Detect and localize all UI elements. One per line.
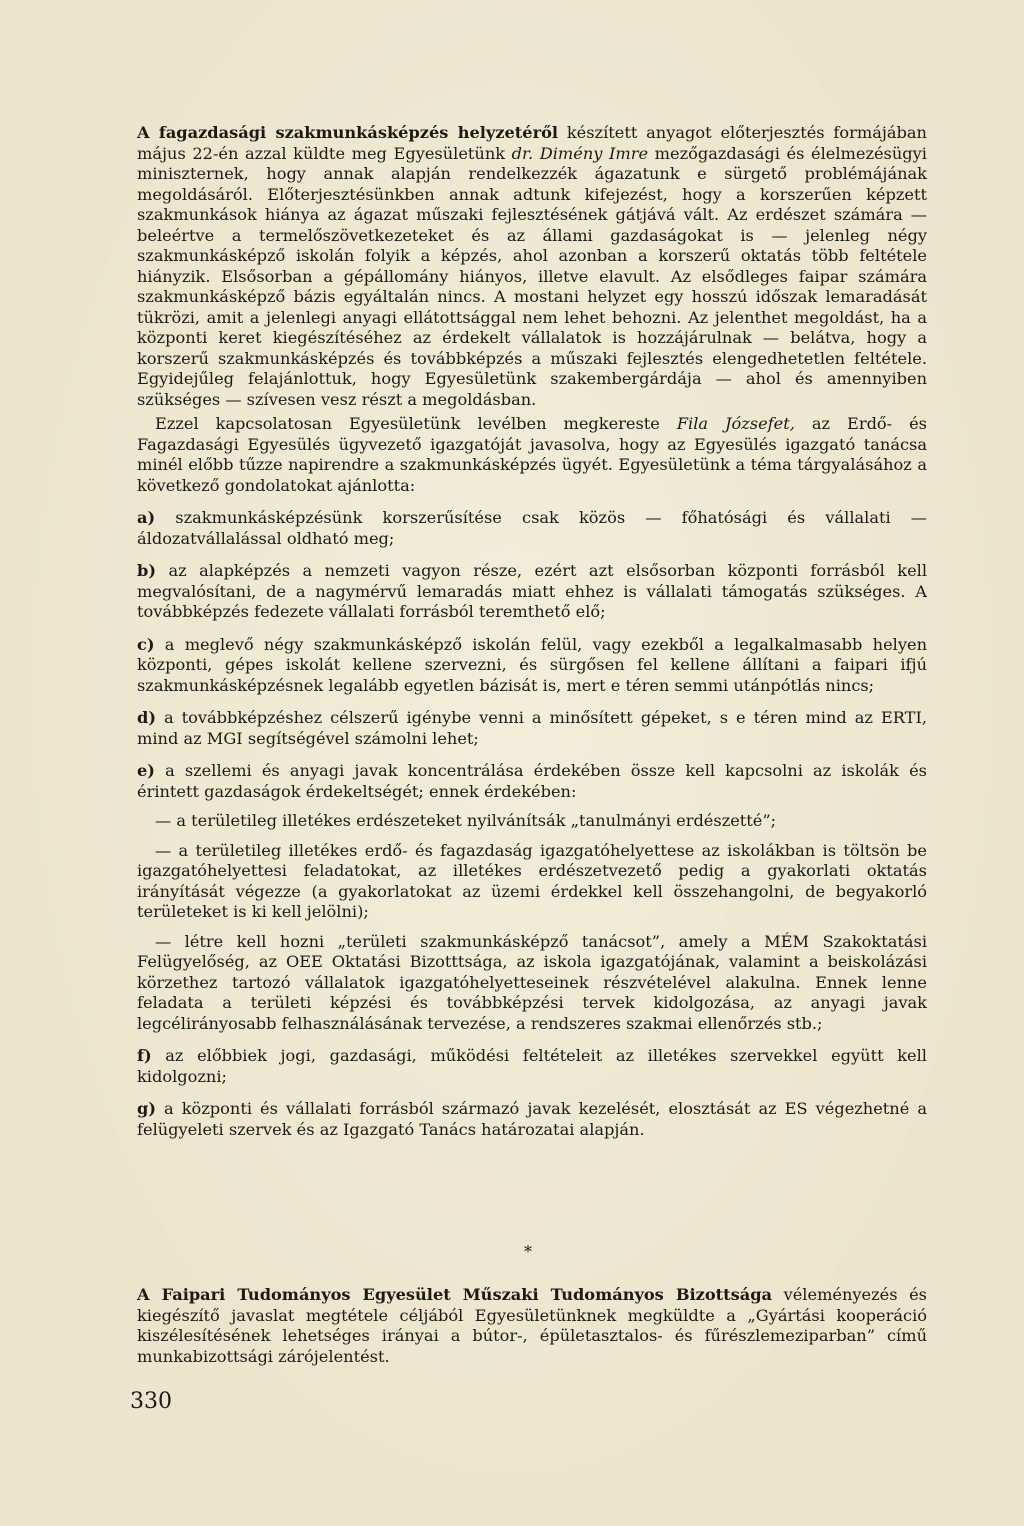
list-item-text: szakmunkásképzésünk korszerűsítése csak közös — főhatósági és vállalati — áldozatvállalással oldható meg; (137, 508, 927, 548)
list-item-a (137, 508, 927, 549)
list-marker: d) (137, 708, 156, 727)
closing-text (137, 1285, 927, 1367)
paragraph-text: készített anyagot előterjesztés formájában május 22-én azzal küldte meg Egyesületünk (137, 123, 927, 163)
list-marker: g) (137, 1099, 156, 1118)
list-item-text: a központi és vállalati forrásból származó javak kezelését, elosztását az ES végezhetné a felügyeleti szervek és az Igazgató Tanács határozatai alapján. (137, 1099, 927, 1139)
page-number: 330 (130, 1389, 172, 1414)
list-item-text: a továbbképzéshez célszerű igénybe venni a minősített gépeket, s e téren mind az ERTI, mind az MGI segítségével számolni lehet; (137, 708, 927, 748)
list-item-c (137, 635, 927, 697)
list-item-f (137, 1046, 927, 1087)
list-marker: c) (137, 634, 155, 654)
main-text (137, 123, 927, 1140)
bold-heading: A fagazdasági szakmunkásképzés helyzetéről (137, 123, 559, 142)
list-item-g (137, 1099, 927, 1140)
paragraph-2 (137, 414, 927, 496)
list-item-text: az előbbiek jogi, gazdasági, működési feltételeit az illetékes szervekkel együtt kell kidolgozni; (137, 1046, 927, 1086)
list-item-text: az alapképzés a nemzeti vagyon része, ezért azt elsősorban központi forrásból kell megvalósítani, de a nagymérvű lemaradás miatt ehhez is vállalati támogatás szükséges. A továbbképzés fedezete vállalati forrásból teremthető elő; (137, 561, 927, 621)
section-separator: * (524, 1242, 532, 1261)
paragraph-3 (137, 1285, 927, 1367)
paragraph-text: az Erdő- és Fagazdasági Egyesülés ügyvezető igazgatóját javasolva, hogy az Egyesülés igazgató tanácsa minél előbb tűzze napirendre a szakmunkásképzés ügyét. Egyesületünk a téma tárgyalásához a következő gondolatokat ajánlotta: (137, 414, 927, 495)
paragraph-text: Ezzel kapcsolatosan Egyesületünk levélben megkereste (155, 414, 677, 433)
italic-name: dr. Dimény Imre (511, 143, 649, 163)
sublist-item-1: — a területileg illetékes erdészeteket nyilvánítsák „tanulmányi erdészetté”; (155, 811, 777, 830)
italic-name: Fila Józsefet, (676, 414, 795, 433)
list-item-b (137, 561, 927, 623)
paragraph-text: mezőgazdasági és élelmezésügyi miniszternek, hogy annak alapján rendelkezzék ágazatunk e sürgető problémájának megoldásáról. Előterjesztésünkben annak adtunk kifejezést, hogy a korszerűen képzett szakmunkások hiánya az ágazat műszaki fejlesztésének gátjává vált. Az erdészet számára — beleértve a termelőszövetkezeteket és az állami gazdaságokat is — jelenleg négy szakmunkásképző iskolán folyik a képzés, ahol azonban a korszerű oktatás több feltétele hiányzik. Elsősorban a gépállomány hiányos, illetve elavult. Az elsődleges faipar számára szakmunkásképző bázis egyáltalán nincs. A mostani helyzet egy hosszú időszak lemaradását tükrözi, amit a jelenlegi anyagi ellátottsággal nem lehet behozni. Az jelenthet megoldást, ha a központi keret kiegészítéséhez az érdekelt vállalatok is hozzájárulnak — belátva, hogy a korszerű szakmunkásképzés és továbbképzés a műszaki fejlesztés elengedhetetlen feltétele. Egyidejűleg felajánlottuk, hogy Egyesületünk szakembergárdája — ahol és amennyiben szükséges — szívesen vesz részt a megoldásban. (137, 143, 927, 409)
list-item-d (137, 708, 927, 749)
list-marker: e) (137, 761, 155, 780)
paragraph-1 (137, 123, 927, 410)
bold-heading: A Faipari Tudományos Egyesület Műszaki Tudományos Bizottsága (137, 1285, 773, 1304)
list-item-text: a szellemi és anyagi javak koncentrálása érdekében össze kell kapcsolni az iskolák és érintett gazdaságok érdekeltségét; ennek érdekében: (137, 761, 927, 801)
paragraph-text: véleményezés és kiegészítő javaslat megtétele céljából Egyesületünknek megküldte a „Gyártási kooperáció kiszélesítésének lehetséges irányai a bútor-, épületasztalos- és fűrészlemeziparban” című munkabizottsági zárójelentést. (137, 1285, 927, 1366)
list-marker: a) (137, 508, 156, 527)
list-marker: b) (137, 561, 156, 580)
sublist-item-2: — a területileg illetékes erdő- és fagazdaság igazgatóhelyettese az iskolákban is töltsön be igazgatóhelyettesi feladatokat, az illetékes erdészetvezető pedig a gyakorlati oktatás irányítását végezze (a gyakorlatokat az üzemi érdekkel kell összehangolni, de begyakorló területeket is ki kell jelölni); (137, 840, 927, 921)
list-item-text: a meglevő négy szakmunkásképző iskolán felül, vagy ezekből a legalkalmasabb helyen központi, gépes iskolát kellene szervezni, és sürgősen fel kellene állítani a faipari ifjú szakmunkásképzésnek legalább egyetlen bázisát is, mert e téren semmi utánpótlás nincs; (137, 634, 927, 695)
list-marker: f) (137, 1046, 152, 1065)
sublist-item-3: — létre kell hozni „területi szakmunkásképző tanácsot”, amely a MÉM Szakoktatási Felügyelőség, az OEE Oktatási Bizotttsága, az iskola igazgatójának, valamint a beiskolázási körzethez tartozó vállalatok igazgatóhelyetteseinek részvételével alakulna. Ennek lenne feladata a területi képzési és továbbképzési tervek kidolgozása, az anyagi javak legcélirányosabb felhasználásának tervezése, a rendszeres szakmai ellenőrzés stb.; (137, 931, 927, 1033)
list-item-e (137, 761, 927, 802)
